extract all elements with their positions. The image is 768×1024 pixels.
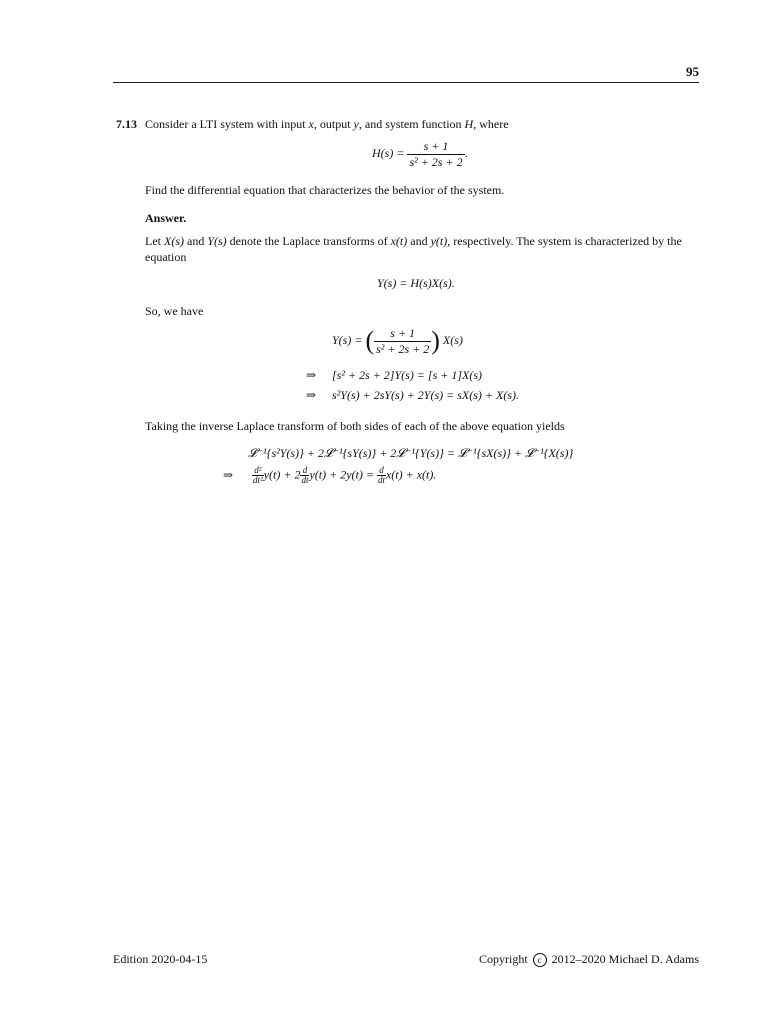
para-text: Let: [145, 234, 164, 248]
statement-text: Consider a LTI system with input: [145, 117, 309, 131]
var-xt: x(t): [390, 234, 408, 248]
eq1-numerator: s + 1: [390, 326, 416, 340]
implies-arrow: ⇒: [306, 388, 317, 402]
hs-period: .: [464, 145, 468, 160]
differential-equation: [223, 466, 436, 486]
d2-denominator: dt²: [253, 475, 263, 486]
inverse-laplace-equation: 𝓛⁻¹{s²Y(s)} + 2𝓛⁻¹{sY(s)} + 2𝓛⁻¹{Y(s)} = 𝓛⁻¹{sX(s)} + 𝓛⁻¹{X(s)}: [248, 446, 574, 460]
right-paren: ): [431, 326, 440, 356]
page-number: 95: [686, 64, 699, 79]
first-derivative-operator-rhs: [377, 466, 386, 486]
hs-fraction: [407, 140, 464, 168]
left-paren: (: [365, 326, 375, 356]
hs-numerator: s + 1: [423, 139, 449, 153]
derivation-step-1: [332, 327, 463, 355]
de-part-3: x(t) + x(t).: [385, 467, 437, 482]
statement-text: , output: [313, 117, 354, 131]
answer-heading: Answer.: [145, 211, 187, 225]
d-denominator: dt: [301, 475, 309, 486]
system-function-equation: [372, 140, 468, 168]
copyright-footer: [479, 952, 699, 967]
inverse-laplace-text: Taking the inverse Laplace transform of both sides of each of the above equation yields: [145, 419, 565, 433]
var-h: H: [464, 117, 474, 131]
eq1-lhs: Y(s) =: [332, 332, 363, 347]
second-derivative-operator: [252, 466, 264, 486]
statement-text: , where: [473, 117, 509, 131]
answer-paragraph: [145, 233, 700, 265]
copyright-prefix: Copyright: [479, 952, 528, 966]
copyright-suffix: 2012–2020 Michael D. Adams: [551, 952, 699, 966]
hs-lhs: H(s) =: [372, 145, 405, 160]
problem-number: 7.13: [116, 117, 137, 131]
copyright-icon: c: [533, 953, 547, 967]
var-yt: y(t): [430, 234, 448, 248]
de-part-2: y(t) + 2y(t) =: [309, 467, 374, 482]
header-rule: [113, 82, 699, 83]
problem-statement: [145, 117, 509, 132]
d-numerator: d: [379, 465, 384, 475]
d-denominator: dt: [377, 475, 385, 486]
eq2-body: [s² + 2s + 2]Y(s) = [s + 1]X(s): [332, 368, 483, 382]
para-text: and: [184, 234, 208, 248]
var-Ys: Y(s): [207, 234, 227, 248]
system-equation: Y(s) = H(s)X(s).: [377, 276, 455, 290]
derivation-step-2: [306, 368, 482, 383]
var-x: x: [308, 117, 314, 131]
statement-text: , and system function: [358, 117, 465, 131]
para-text: and: [407, 234, 431, 248]
eq1-fraction: [374, 327, 431, 355]
d2-numerator: d²: [254, 465, 262, 475]
hs-denominator: s² + 2s + 2: [409, 154, 463, 169]
edition-footer: Edition 2020-04-15: [113, 952, 208, 966]
var-Xs: X(s): [164, 234, 184, 248]
para-text: , respectively. The system is characterized by the equation: [145, 234, 682, 264]
d-numerator: d: [302, 465, 308, 475]
find-instruction: Find the differential equation that characterizes the behavior of the system.: [145, 183, 505, 197]
eq1-rhs: X(s): [442, 332, 463, 347]
de-part-1: y(t) + 2: [263, 467, 301, 482]
derivation-step-3: [306, 388, 519, 403]
implies-arrow: ⇒: [306, 368, 317, 382]
so-we-have-text: So, we have: [145, 304, 204, 318]
para-text: denote the Laplace transforms of: [226, 234, 391, 248]
var-y: y: [353, 117, 359, 131]
implies-arrow: ⇒: [223, 467, 234, 482]
eq1-denominator: s² + 2s + 2: [376, 341, 430, 356]
eq3-body: s²Y(s) + 2sY(s) + 2Y(s) = sX(s) + X(s).: [332, 388, 519, 402]
